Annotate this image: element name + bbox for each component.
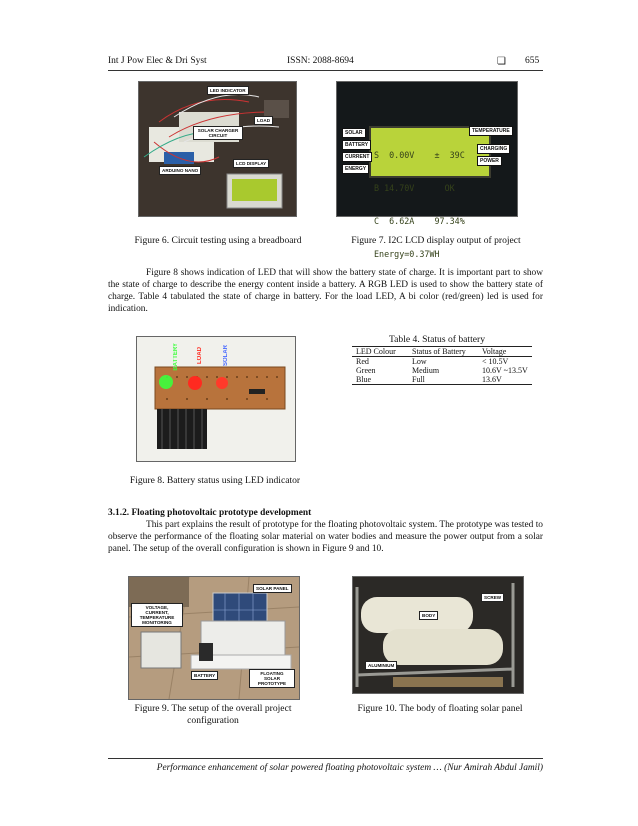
figure-6-caption: Figure 6. Circuit testing using a breadboard [134,235,302,246]
figure-10-caption: Figure 10. The body of floating solar panel [357,703,523,714]
table-cell: Medium [412,366,440,375]
label-led-indicator: LED INDICATOR [207,86,249,95]
table-cell: 10.6V ~13.5V [482,366,528,375]
label-energy: ENERGY [342,164,369,174]
square-icon: ❏ [497,56,506,67]
label-battery-box: BATTERY [191,671,218,680]
label-arduino: ARDUINO NANO [159,166,201,175]
figure-9-caption-line-1: Figure 9. The setup of the overall project [134,703,292,714]
led-board-photo [137,337,295,461]
table-row [352,366,532,375]
figure-7-caption: Figure 7. I2C LCD display output of project [351,235,521,246]
table-cell: Low [412,357,427,366]
page-number: 655 [525,56,540,66]
table-row [352,375,532,385]
figure-6-image [138,81,297,217]
table-header-cell: LED Colour [352,347,408,357]
table-cell: Full [408,375,478,385]
figure-8-caption: Figure 8. Battery status using LED indicator [129,475,301,486]
label-solar: SOLAR [342,128,366,138]
table-cell: < 10.5V [482,357,509,366]
label-body: BODY [419,611,438,620]
lcd-line-2: B 14.70V OK [374,183,455,193]
label-battery: BATTERY [342,140,371,150]
lcd-line-4: Energy=0.37WH [374,249,440,259]
table-header-cell: Voltage [478,347,532,357]
table-cell: Blue [352,375,408,385]
lcd-line-3: C 6.62A 97.34% [374,216,465,226]
table-cell: Red [356,357,369,366]
table-row [352,357,532,367]
label-battery-led: BATTERY [173,343,179,371]
label-power: POWER [477,156,502,166]
issn: ISSN: 2088-8694 [287,56,354,66]
label-solar-charger: SOLAR CHARGER CIRCUIT [193,126,243,140]
label-current: CURRENT [342,152,372,162]
label-solar-panel: SOLAR PANEL [253,584,292,593]
footer-title: Performance enhancement of solar powered floating photovoltaic system … (Nur Amirah Abdul Jamil) [156,763,543,773]
section-heading: 3.1.2. Floating photovoltaic prototype development [108,508,312,518]
figure-9-caption-line-2: configuration [187,715,239,726]
label-screw: SCREW [481,593,504,602]
breadboard-photo [139,82,296,216]
header-rule [108,70,543,71]
table-header-cell: Status of Battery [408,347,478,357]
label-temperature: TEMPERATURE [469,126,513,136]
figure-8-image [136,336,296,462]
table-cell: 13.6V [478,375,532,385]
paragraph-led: Figure 8 shows indication of LED that will show the battery state of charge. It is important part to show the state of charge to describe the energy content inside a battery. A RGB LED is used to show the battery state of charge. Table 4 tabulated the state of charge in battery. For the load LED, A bi color (red/green) led is used for indication. [108,268,543,314]
label-monitoring: VOLTAGE, CURRENT, TEMPERATURE MONITORING [131,603,183,627]
table-cell: Green [356,366,376,375]
lcd-line-1: S 0.00V ± 39C [374,150,465,160]
label-aluminium: ALUMINIUM [365,661,397,670]
figure-10-image [352,576,524,694]
table-4-title: Table 4. Status of battery [388,334,486,345]
table-header-row [352,347,532,357]
figure-9-caption [108,703,318,727]
journal-name: Int J Pow Elec & Dri Syst [108,56,207,66]
label-lcd-display: LCD DISPLAY [233,159,269,168]
footer-rule [108,758,543,759]
label-load: LOAD [254,116,273,125]
table-4 [352,346,532,385]
label-load-led: LOAD [197,347,203,364]
figure-9-image [128,576,300,700]
label-floating-prototype: FLOATING SOLAR PROTOTYPE [249,669,295,688]
label-charging: CHARGING [477,144,510,154]
label-solar-led: SOLAR [223,345,229,366]
section-paragraph: This part explains the result of prototype for the floating photovoltaic system. The prototype was tested to observe the performance of the floating solar material on water bodies and measure the power output from a solar panel. The setup of the overall configuration is shown in Figure 9 and 10. [108,520,543,554]
